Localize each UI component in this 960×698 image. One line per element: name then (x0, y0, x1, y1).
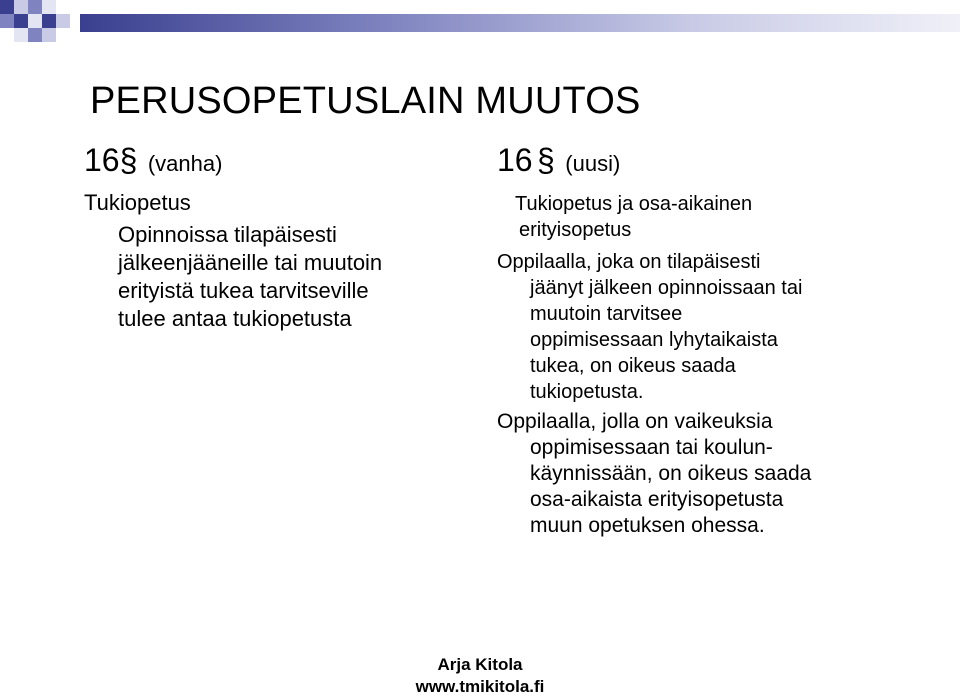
right-paragraph-1 (497, 249, 811, 405)
paragraph-line: Oppilaalla, joka on tilapäisesti (497, 251, 761, 273)
right-subheading (497, 191, 811, 243)
deco-square (28, 28, 42, 42)
slide-footer (0, 654, 960, 698)
footer-author: Arja Kitola (437, 655, 523, 674)
paragraph-line: muun opetuksen ohessa. (530, 514, 765, 537)
section-number: 16 (497, 142, 533, 178)
body-line: erityistä tukea tarvitseville (118, 278, 369, 303)
deco-square (42, 14, 56, 28)
deco-square (42, 28, 56, 42)
version-note: (uusi) (565, 151, 621, 176)
deco-square (14, 0, 28, 14)
right-paragraph-2 (497, 409, 811, 539)
subheading-line: Tukiopetus ja osa-aikainen (515, 193, 753, 215)
subheading-line: erityisopetus (519, 219, 632, 241)
deco-square (56, 14, 70, 28)
section-sign: § (537, 142, 555, 178)
left-heading (84, 142, 382, 179)
body-line: Opinnoissa tilapäisesti (118, 222, 337, 247)
paragraph-line: Oppilaalla, jolla on vaikeuksia (497, 410, 773, 433)
header-decoration (0, 0, 960, 46)
paragraph-line: jäänyt jälkeen opinnoissaan tai (530, 277, 803, 299)
deco-square (0, 0, 14, 14)
right-heading (497, 142, 811, 179)
paragraph-line: muutoin tarvitsee (530, 303, 683, 325)
paragraph-line: tukiopetusta. (530, 381, 644, 403)
paragraph-line: oppimisessaan tai koulun- (530, 436, 773, 459)
deco-square (14, 28, 28, 42)
version-note: (vanha) (147, 151, 223, 176)
left-column (84, 142, 382, 333)
deco-square (28, 0, 42, 14)
left-body (84, 221, 382, 333)
body-line: jälkeenjääneille tai muutoin (118, 250, 383, 275)
deco-square (42, 0, 56, 14)
header-gradient-strip (80, 14, 960, 32)
paragraph-line: käynnissään, on oikeus saada (530, 462, 812, 485)
section-sign: § (119, 142, 138, 178)
paragraph-line: tukea, on oikeus saada (530, 355, 736, 377)
deco-square (0, 14, 14, 28)
paragraph-line: osa-aikaista erityisopetusta (530, 488, 784, 511)
paragraph-line: oppimisessaan lyhytaikaista (530, 329, 778, 351)
footer-website: www.tmikitola.fi (415, 677, 545, 696)
body-line: tulee antaa tukiopetusta (118, 306, 352, 331)
deco-square (14, 14, 28, 28)
slide-title: PERUSOPETUSLAIN MUUTOS (90, 80, 641, 122)
section-number: 16 (84, 142, 120, 178)
left-subheading: Tukiopetus (84, 190, 191, 215)
deco-square (28, 14, 42, 28)
right-column (497, 142, 811, 539)
